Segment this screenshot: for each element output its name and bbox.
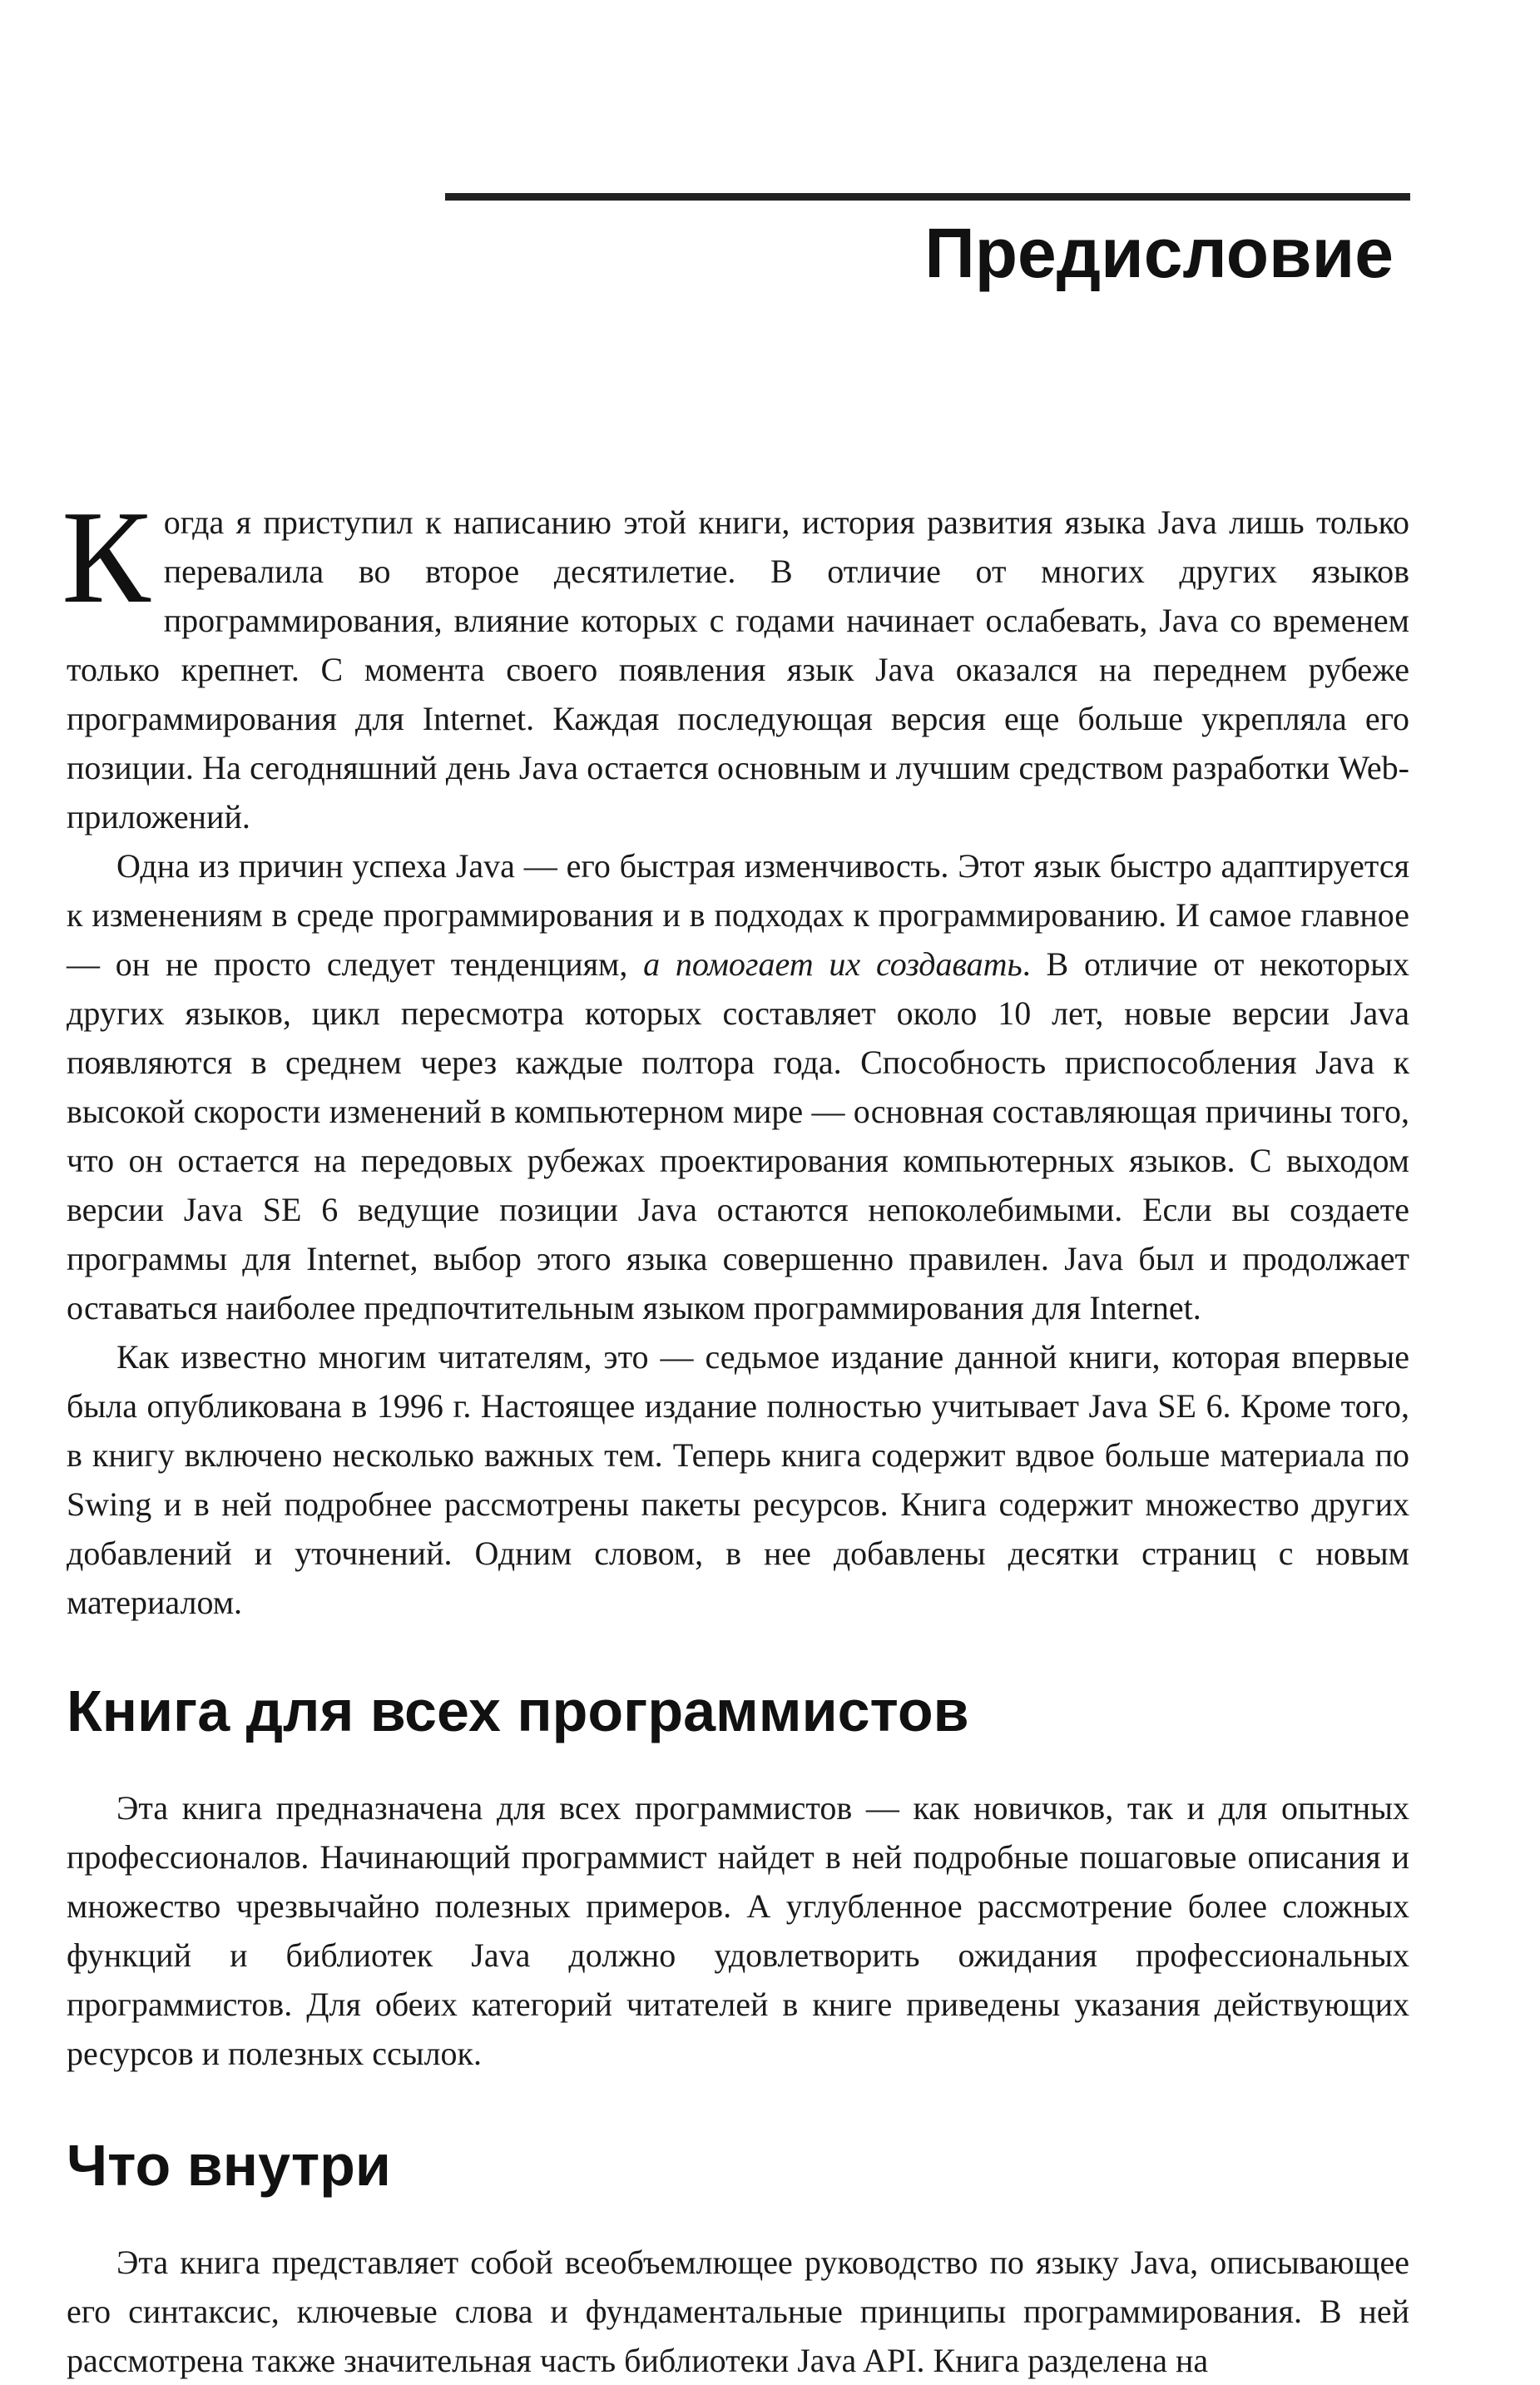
- audience-paragraph: Эта книга предназначена для всех программистов — как новичков, так и для опытных профессионалов. Начинающий программист найдет в ней подробные пошаговые описания и множество чрезвычайно полезных примеров. А углубленное рассмотрение более сложных функций и библиотек Java должно удовлетворить ожидания профессиональных программистов. Для обеих категорий читателей в книге приведены указания действующих ресурсов и полезных ссылок.: [67, 1789, 1409, 2072]
- contents-paragraph: Эта книга представляет собой всеобъемлющее руководство по языку Java, описывающее его синтаксис, ключевые слова и фундаментальные принципы программирования. В ней рассмотрена также значительная часть библиотеки Java API. Книга разделена на: [67, 2244, 1409, 2379]
- intro-paragraph-2: [67, 841, 1409, 1332]
- drop-cap: К: [62, 483, 151, 631]
- section-heading-audience: Книга для всех программистов: [67, 1678, 969, 1743]
- intro-paragraph-2-emphasis: а помогает их создавать: [643, 945, 1023, 983]
- page-body: [62, 483, 1409, 2385]
- intro-paragraph-2-text-a: Одна из причин успеха Java — его быстрая изменчивость. Этот язык быстро адаптируется к изменениям в среде программирования и в подходах к программированию. И самое главное — он не просто следует тенденциям,: [67, 847, 1409, 983]
- intro-paragraph-2-text-b: . В отличие от некоторых других языков, цикл пересмотра которых составляет около 10 лет, новые версии Java появляются в среднем через каждые полтора года. Способность приспособления Java к высокой скорости изменений в компьютерном мире — основная составляющая причины того, что он остается на передовых рубежах проектирования компьютерных языков. С выходом версии Java SE 6 ведущие позиции Java остаются непоколебимыми. Если вы создаете программы для Internet, выбор этого языка совершенно правилен. Java был и продолжает оставаться наиболее предпочтительным языком программирования для Internet.: [67, 945, 1409, 1326]
- section-heading-contents: Что внутри: [67, 2133, 391, 2198]
- intro-paragraph-3: Как известно многим читателям, это — седьмое издание данной книги, которая впервые была опубликована в 1996 г. Настоящее издание полностью учитывает Java SE 6. Кроме того, в книгу включено несколько важных тем. Теперь книга содержит вдвое больше материала по Swing и в ней подробнее рассмотрены пакеты ресурсов. Книга содержит множество других добавлений и уточнений. Одним словом, в нее добавлены десятки страниц с новым материалом.: [67, 1338, 1409, 1621]
- page-title: Предисловие: [924, 214, 1394, 292]
- title-rule: [445, 193, 1410, 201]
- intro-paragraph-1: [62, 483, 1409, 841]
- intro-paragraph-1-text: огда я приступил к написанию этой книги, история развития языка Java лишь только перевалила во второе десятилетие. В отличие от многих других языков программирования, влияние которых с годами начинает ослабевать, Java со временем только крепнет. С момента своего появления язык Java оказался на переднем рубеже программирования для Internet. Каждая последующая версия еще больше укрепляла его позиции. На сегодняшний день Java остается основным и лучшим средством разработки Web-приложений.: [67, 503, 1409, 835]
